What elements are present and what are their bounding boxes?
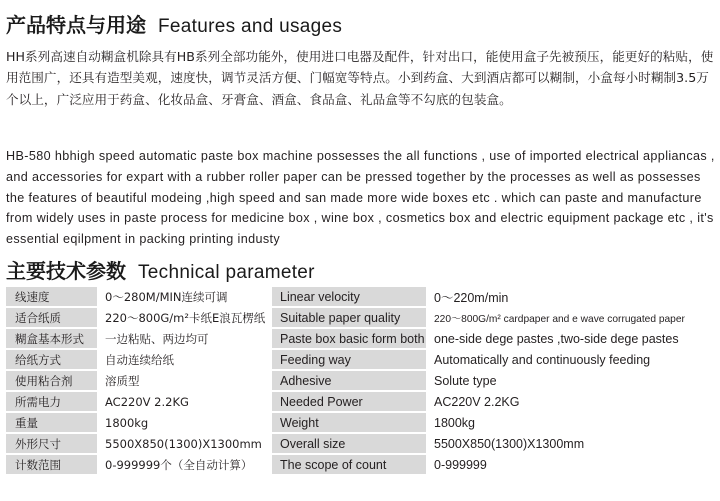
table-row [6,287,714,306]
param-label-en: Suitable paper quality [269,308,426,327]
param-label-zh: 给纸方式 [6,350,97,369]
table-row [6,413,714,432]
param-value-en: Solute type [426,371,714,390]
features-title-zh: 产品特点与用途 [6,13,146,37]
table-row [6,371,714,390]
param-label-zh: 使用粘合剂 [6,371,97,390]
param-value-en: 1800kg [426,413,714,432]
params-title-en: Technical parameter [138,262,315,283]
param-label-en: The scope of count [269,455,426,474]
features-title-en: Features and usages [158,16,343,37]
table-row [6,308,714,327]
param-label-zh: 重量 [6,413,97,432]
features-heading [6,9,342,38]
table-row [6,434,714,453]
param-value-en: 0-999999 [426,455,714,474]
param-label-en: Needed Power [269,392,426,411]
param-value-zh: AC220V 2.2KG [97,392,269,411]
param-label-zh: 线速度 [6,287,97,306]
spec-table [6,285,714,476]
param-value-en: one-side dege pastes ,two-side dege pastes [426,329,714,348]
param-label-en: Linear velocity [269,287,426,306]
features-text-zh: HH系列高速自动糊盒机除具有HB系列全部功能外，使用进口电器及配件，针对出口，能使用盒子先被预压，能更好的粘贴，使用范围广，还具有造型美观，速度快，调节灵活方便、门幅宽等特点。小到药盒、大到酒店都可以糊制，小盒每小时糊制3.5万个以上，广泛应用于药盒、化妆品盒、牙膏盒、酒盒、食品盒、礼品盒等不勾底的包装盒。 [6,49,714,107]
params-title-zh: 主要技术参数 [6,259,126,283]
param-label-zh: 计数范围 [6,455,97,474]
param-value-en: Automatically and continuously feeding [426,350,714,369]
table-row [6,392,714,411]
param-value-zh: 1800kg [97,413,269,432]
table-row [6,455,714,474]
param-value-zh: 220～800G/m²卡纸E浪瓦楞纸 [97,308,269,327]
table-row [6,329,714,348]
param-value-en: 0～220m/min [426,287,714,306]
param-label-en: Feeding way [269,350,426,369]
param-value-zh: 自动连续给纸 [97,350,269,369]
param-label-en: Adhesive [269,371,426,390]
param-label-en: Weight [269,413,426,432]
table-row [6,350,714,369]
param-value-zh: 0～280M/MIN连续可调 [97,287,269,306]
param-value-zh: 溶质型 [97,371,269,390]
param-label-zh: 所需电力 [6,392,97,411]
param-value-en: AC220V 2.2KG [426,392,714,411]
features-text-en: HB-580 hbhigh speed automatic paste box machine possesses the all functions , use of imported electrical appliancas , and accessories for expart with a rubber roller paper can be pressed together by the processes as well as possesses the features of beautiful modeing ,high speed and san made more wide boxes etc . which can paste and manufacture from widely uses in paste process for medicine box , wine box , cosmetics box and electric equipment package etc , it's essential eqilpment in packing printing industy [6,149,715,247]
param-label-zh: 适合纸质 [6,308,97,327]
param-value-en: 220～800G/m² cardpaper and e wave corrugated paper [426,308,714,327]
param-label-zh: 外形尺寸 [6,434,97,453]
params-heading [6,255,315,284]
param-value-en: 5500X850(1300)X1300mm [426,434,714,453]
param-label-en: Overall size [269,434,426,453]
param-label-zh: 糊盒基本形式 [6,329,97,348]
param-value-zh: 0-999999个（全自动计算） [97,455,269,474]
param-label-en: Paste box basic form both [269,329,426,348]
param-value-zh: 5500X850(1300)X1300mm [97,434,269,453]
param-value-zh: 一边粘贴、两边均可 [97,329,269,348]
